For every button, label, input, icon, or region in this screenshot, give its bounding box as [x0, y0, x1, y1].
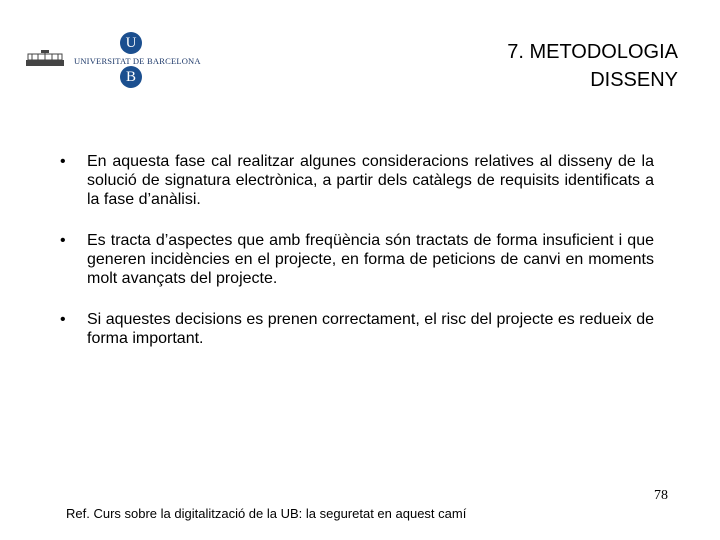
bullet-item: [60, 310, 654, 348]
slide-title: [507, 38, 678, 94]
building-icon: [26, 50, 64, 66]
logo-letter-b: B: [120, 66, 142, 88]
bullet-text: En aquesta fase cal realitzar algunes consideracions relatives al disseny de la solució de signatura electrònica, a partir dels catàlegs de requisits identificats a la fase d’anàlisi.: [87, 153, 654, 208]
bullet-icon: •: [60, 311, 66, 328]
bullet-text: Es tracta d’aspectes que amb freqüència són tractats de forma insuficient i que generen incidències en el projecte, en forma de peticions de canvi en moments molt avançats del projecte.: [87, 232, 654, 287]
bullet-icon: •: [60, 232, 66, 249]
bullet-icon: •: [60, 153, 66, 170]
footer-reference: Ref. Curs sobre la digitalització de la UB: la seguretat en aquest camí: [66, 506, 467, 521]
title-line-2: DISSENY: [590, 69, 678, 91]
bullet-text: Si aquestes decisions es prenen correctament, el risc del projecte es redueix de forma important.: [87, 311, 654, 347]
bullet-list: [60, 152, 654, 370]
title-line-1: 7. METODOLOGIA: [507, 41, 678, 63]
logo-letter-u: U: [120, 32, 142, 54]
bullet-item: [60, 152, 654, 209]
bullet-item: [60, 231, 654, 288]
page-number: 78: [654, 488, 668, 503]
university-logo: [26, 32, 201, 92]
logo-text: UNIVERSITAT DE BARCELONA: [74, 56, 201, 66]
